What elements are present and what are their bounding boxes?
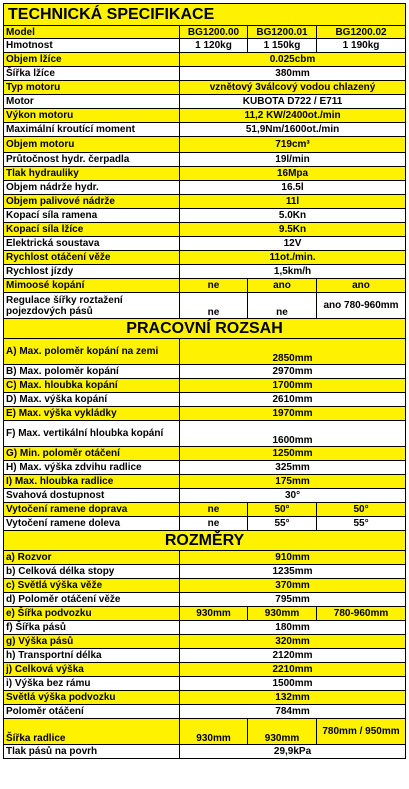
table-row <box>4 137 406 153</box>
table-row <box>4 579 406 593</box>
row-label: Tlak pásů na povrh <box>4 745 180 759</box>
row-label: Průtočnost hydr. čerpadla <box>4 153 180 167</box>
row-value: ano 780-960mm <box>317 293 406 319</box>
row-value: ano <box>248 279 317 293</box>
row-label: F) Max. vertikální hloubka kopání <box>4 421 180 447</box>
row-value: ne <box>180 293 248 319</box>
row-value: 50° <box>317 503 406 517</box>
table-row <box>4 393 406 407</box>
row-value: 1 150kg <box>248 39 317 53</box>
row-value: 780-960mm <box>317 607 406 621</box>
table-row <box>4 447 406 461</box>
row-value: 0.025cbm <box>180 53 406 67</box>
row-label: C) Max. hloubka kopání <box>4 379 180 393</box>
section-header-row <box>4 531 406 551</box>
row-label: Poloměr otáčení <box>4 705 180 719</box>
row-label: Kopací síla lžíce <box>4 223 180 237</box>
row-value: 12V <box>180 237 406 251</box>
row-value: 2970mm <box>180 365 406 379</box>
row-label: Vytočení ramene doleva <box>4 517 180 531</box>
row-value: 325mm <box>180 461 406 475</box>
row-value: 16.5l <box>180 181 406 195</box>
table-row <box>4 745 406 759</box>
table-row <box>4 517 406 531</box>
row-value: vznětový 3válcový vodou chlazený <box>180 81 406 95</box>
row-label: B) Max. poloměr kopání <box>4 365 180 379</box>
row-value: 1970mm <box>180 407 406 421</box>
table-row <box>4 649 406 663</box>
row-value: 1600mm <box>180 421 406 447</box>
table-row <box>4 53 406 67</box>
table-row <box>4 279 406 293</box>
row-value: 930mm <box>180 719 248 745</box>
row-label: H) Max. výška zdvihu radlice <box>4 461 180 475</box>
row-label: Světlá výška podvozku <box>4 691 180 705</box>
row-label: h) Transportní délka <box>4 649 180 663</box>
row-value: 1700mm <box>180 379 406 393</box>
row-label: Objem lžíce <box>4 53 180 67</box>
row-value: 16Mpa <box>180 167 406 181</box>
row-label: j) Celková výška <box>4 663 180 677</box>
row-label: Rychlost jízdy <box>4 265 180 279</box>
row-label: A) Max. poloměr kopání na zemi <box>4 339 180 365</box>
table-row <box>4 677 406 691</box>
row-label: E) Max. výška vykládky <box>4 407 180 421</box>
table-row <box>4 705 406 719</box>
row-label: e) Šířka podvozku <box>4 607 180 621</box>
title-row <box>4 4 406 26</box>
section-header-row <box>4 319 406 339</box>
model-header-row <box>4 26 406 39</box>
row-value: 175mm <box>180 475 406 489</box>
row-value: 2850mm <box>180 339 406 365</box>
table-row <box>4 265 406 279</box>
table-row <box>4 365 406 379</box>
row-value: 51,9Nm/1600ot./min <box>180 123 406 137</box>
table-row <box>4 181 406 195</box>
table-row <box>4 621 406 635</box>
table-row <box>4 339 406 365</box>
row-value: 910mm <box>180 551 406 565</box>
row-value: 930mm <box>180 607 248 621</box>
row-value: 795mm <box>180 593 406 607</box>
table-row <box>4 109 406 123</box>
row-label: Regulace šířky roztažení pojezdových pásů <box>4 293 180 319</box>
row-value: 55° <box>317 517 406 531</box>
row-value: 320mm <box>180 635 406 649</box>
row-value: 1 120kg <box>180 39 248 53</box>
row-label: b) Celková délka stopy <box>4 565 180 579</box>
row-label: Hmotnost <box>4 39 180 53</box>
row-label: Maximální kroutící moment <box>4 123 180 137</box>
row-value: 5.0Kn <box>180 209 406 223</box>
table-row <box>4 607 406 621</box>
table-row <box>4 167 406 181</box>
table-row <box>4 503 406 517</box>
row-label: Kopací síla ramena <box>4 209 180 223</box>
table-row <box>4 475 406 489</box>
model-name: BG1200.00 <box>180 26 248 39</box>
row-value: 55° <box>248 517 317 531</box>
table-row <box>4 195 406 209</box>
row-value: 1250mm <box>180 447 406 461</box>
row-label: Elektrická soustava <box>4 237 180 251</box>
row-label: Svahová dostupnost <box>4 489 180 503</box>
table-row <box>4 379 406 393</box>
table-row <box>4 123 406 137</box>
table-row <box>4 81 406 95</box>
table-row <box>4 407 406 421</box>
row-value: 1 190kg <box>317 39 406 53</box>
table-row <box>4 153 406 167</box>
row-value: 50° <box>248 503 317 517</box>
table-row <box>4 251 406 265</box>
table-row <box>4 237 406 251</box>
row-value: 11,2 KW/2400ot./min <box>180 109 406 123</box>
table-row <box>4 565 406 579</box>
row-value: 930mm <box>248 719 317 745</box>
row-label: Objem motoru <box>4 137 180 153</box>
table-row <box>4 663 406 677</box>
row-label: Šířka radlice <box>4 719 180 745</box>
row-label: Šířka lžíce <box>4 67 180 81</box>
row-value: ne <box>180 279 248 293</box>
row-label: Tlak hydrauliky <box>4 167 180 181</box>
row-label: Objem palivové nádrže <box>4 195 180 209</box>
table-row <box>4 209 406 223</box>
row-label: c) Světlá výška věže <box>4 579 180 593</box>
table-row <box>4 551 406 565</box>
row-value: 2120mm <box>180 649 406 663</box>
row-value: 930mm <box>248 607 317 621</box>
table-row <box>4 635 406 649</box>
row-value: 180mm <box>180 621 406 635</box>
row-label: D) Max. výška kopání <box>4 393 180 407</box>
table-row <box>4 223 406 237</box>
section-title: ROZMĚRY <box>4 531 406 551</box>
row-value: 30° <box>180 489 406 503</box>
row-value: 780mm / 950mm <box>317 719 406 745</box>
row-label: I) Max. hloubka radlice <box>4 475 180 489</box>
row-value: 11l <box>180 195 406 209</box>
row-label: a) Rozvor <box>4 551 180 565</box>
row-value: ne <box>180 503 248 517</box>
table-row <box>4 691 406 705</box>
row-label: Objem nádrže hydr. <box>4 181 180 195</box>
row-value: 380mm <box>180 67 406 81</box>
table-row <box>4 489 406 503</box>
row-value: 1235mm <box>180 565 406 579</box>
model-name: BG1200.01 <box>248 26 317 39</box>
row-label: Výkon motoru <box>4 109 180 123</box>
spec-sheet <box>3 3 405 759</box>
page-title: TECHNICKÁ SPECIFIKACE <box>4 4 406 26</box>
row-label: i) Výška bez rámu <box>4 677 180 691</box>
row-label: Motor <box>4 95 180 109</box>
row-value: 29,9kPa <box>180 745 406 759</box>
row-label: g) Výška pásů <box>4 635 180 649</box>
row-label: Vytočení ramene doprava <box>4 503 180 517</box>
row-label: Rychlost otáčení věže <box>4 251 180 265</box>
row-value: 2610mm <box>180 393 406 407</box>
row-value: KUBOTA D722 / E711 <box>180 95 406 109</box>
table-row <box>4 421 406 447</box>
table-row <box>4 719 406 745</box>
model-label: Model <box>4 26 180 39</box>
spec-table <box>3 3 406 759</box>
row-label: f) Šířka pásů <box>4 621 180 635</box>
section-title: PRACOVNÍ ROZSAH <box>4 319 406 339</box>
row-value: 9.5Kn <box>180 223 406 237</box>
table-row <box>4 461 406 475</box>
row-label: Typ motoru <box>4 81 180 95</box>
table-row <box>4 67 406 81</box>
row-value: 19l/min <box>180 153 406 167</box>
row-value: ne <box>248 293 317 319</box>
row-value: 132mm <box>180 691 406 705</box>
row-value: 2210mm <box>180 663 406 677</box>
row-label: d) Poloměr otáčení věže <box>4 593 180 607</box>
row-value: 719cm³ <box>180 137 406 153</box>
model-name: BG1200.02 <box>317 26 406 39</box>
table-row <box>4 593 406 607</box>
row-value: ne <box>180 517 248 531</box>
row-value: 1,5km/h <box>180 265 406 279</box>
row-value: 11ot./min. <box>180 251 406 265</box>
row-value: ano <box>317 279 406 293</box>
table-row <box>4 293 406 319</box>
table-row <box>4 39 406 53</box>
row-value: 1500mm <box>180 677 406 691</box>
row-label: Mimoosé kopání <box>4 279 180 293</box>
row-value: 370mm <box>180 579 406 593</box>
row-label: G) Min. poloměr otáčení <box>4 447 180 461</box>
table-row <box>4 95 406 109</box>
row-value: 784mm <box>180 705 406 719</box>
